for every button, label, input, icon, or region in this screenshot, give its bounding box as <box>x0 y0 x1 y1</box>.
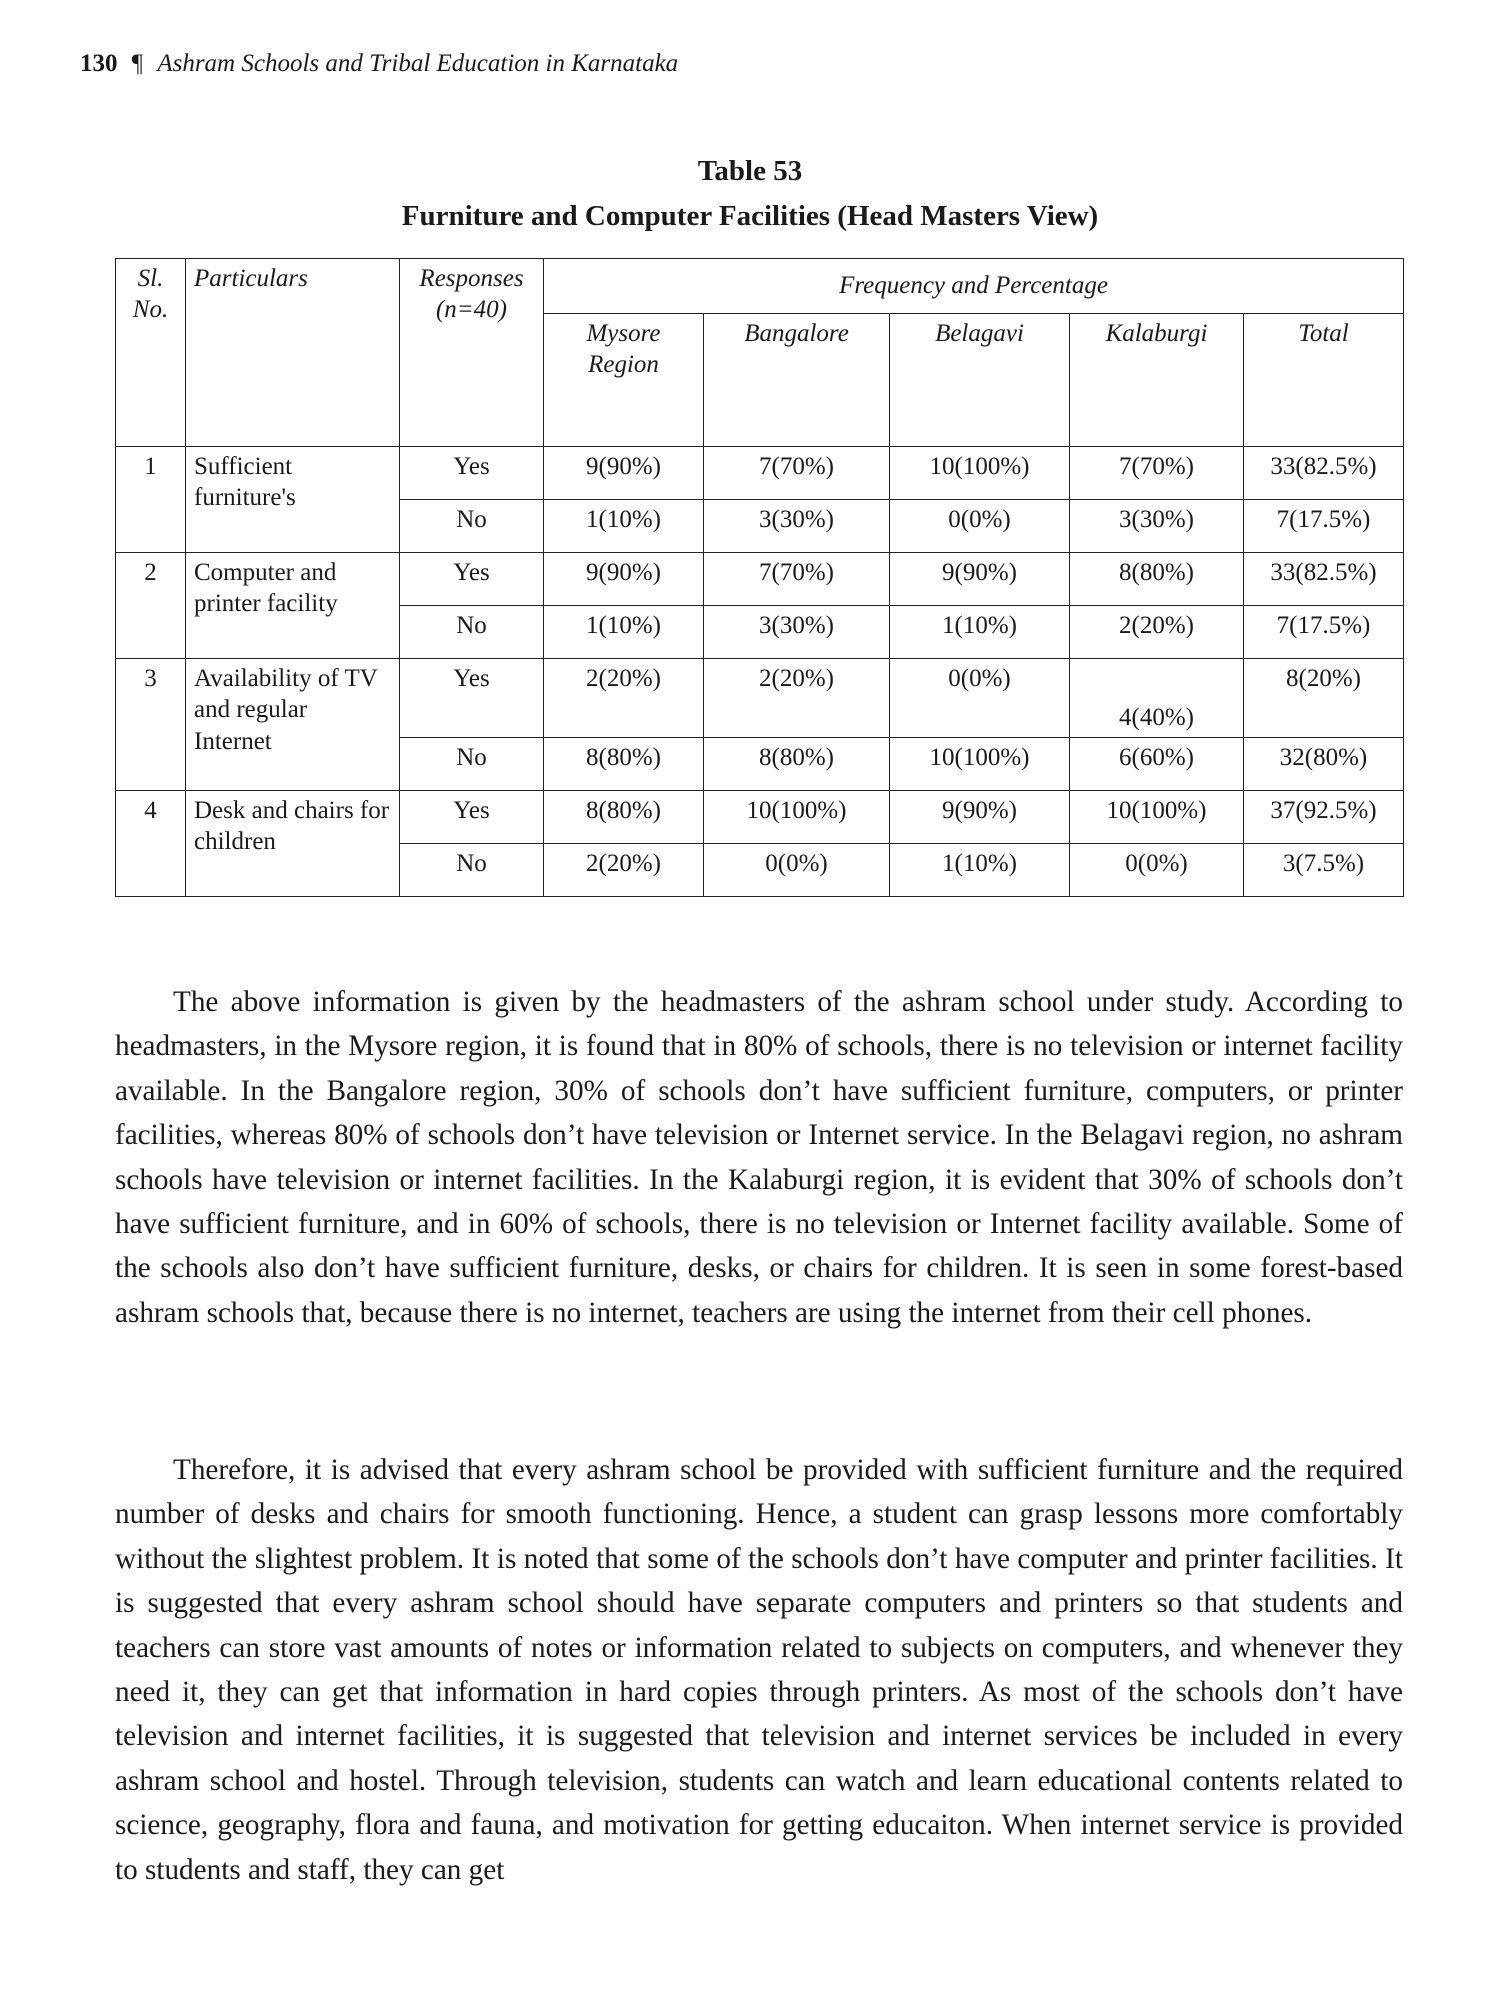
value-cell: 33(82.5%) <box>1244 553 1404 606</box>
sl-number: 4 <box>116 791 186 897</box>
header-particulars: Particulars <box>186 259 400 447</box>
value-cell: 3(30%) <box>1070 500 1244 553</box>
value-cell: 2(20%) <box>544 844 704 897</box>
sl-number: 1 <box>116 447 186 553</box>
value-cell: 10(100%) <box>704 791 890 844</box>
table-row <box>116 553 1404 606</box>
value-cell: 7(70%) <box>704 447 890 500</box>
header-responses: Responses (n=40) <box>400 259 544 447</box>
table-row <box>116 447 1404 500</box>
value-cell: 0(0%) <box>1070 844 1244 897</box>
sl-number: 2 <box>116 553 186 659</box>
value-cell: 0(0%) <box>890 659 1070 738</box>
header-total: Total <box>1244 314 1404 447</box>
response-no: No <box>400 500 544 553</box>
value-cell: 10(100%) <box>890 738 1070 791</box>
value-cell: 0(0%) <box>704 844 890 897</box>
header-region-belagavi: Belagavi <box>890 314 1070 447</box>
table-caption: Furniture and Computer Facilities (Head Masters View) <box>401 200 1099 232</box>
value-cell: 6(60%) <box>1070 738 1244 791</box>
value-cell: 7(70%) <box>704 553 890 606</box>
facilities-table <box>115 258 1404 897</box>
pilcrow-separator: ¶ <box>131 50 144 77</box>
value-cell: 8(80%) <box>544 738 704 791</box>
sl-number: 3 <box>116 659 186 791</box>
value-cell: 7(17.5%) <box>1244 500 1404 553</box>
body-paragraph-2 <box>115 1448 1403 1892</box>
running-head <box>80 50 678 78</box>
value-cell: 1(10%) <box>890 844 1070 897</box>
value-cell: 8(80%) <box>1070 553 1244 606</box>
response-no: No <box>400 738 544 791</box>
response-no: No <box>400 606 544 659</box>
paragraph-text: Therefore, it is advised that every ashram school be provided with sufficient furniture and the required number of desks and chairs for smooth functioning. Hence, a student can grasp lessons more comfortably without the slightest problem. It is noted that some of the schools don’t have computer and printer facilities. It is suggested that every ashram school should have separate computers and printers so that students and teachers can store vast amounts of notes or information related to subjects on computers, and whenever they need it, they can get that information in hard copies through printers. As most of the schools don’t have television and internet facilities, it is suggested that television and internet services be included in every ashram school and hostel. Through television, students can watch and learn educational contents related to science, geography, flora and fauna, and motivation for getting educaiton. When internet service is provided to students and staff, they can get <box>115 1454 1403 1886</box>
value-cell: 0(0%) <box>890 500 1070 553</box>
particular-label: Desk and chairs for children <box>186 791 400 897</box>
body-paragraph-1 <box>115 980 1403 1335</box>
value-cell: 4(40%) <box>1070 659 1244 738</box>
particular-label: Availability of TV and regular Internet <box>186 659 400 791</box>
table-number: Table 53 <box>697 155 803 187</box>
response-yes: Yes <box>400 791 544 844</box>
particular-label: Sufficient furniture's <box>186 447 400 553</box>
value-cell: 10(100%) <box>890 447 1070 500</box>
paragraph-text: The above information is given by the headmasters of the ashram school under study. According to headmasters, in the Mysore region, it is found that in 80% of schools, there is no television or internet facility available. In the Bangalore region, 30% of schools don’t have sufficient furniture, computers, or printer facilities, whereas 80% of schools don’t have television or Internet service. In the Belagavi region, no ashram schools have television or internet facilities. In the Kalaburgi region, it is evident that 30% of schools don’t have sufficient furniture, and in 60% of schools, there is no television or Internet facility available. Some of the schools also don’t have sufficient furniture, desks, or chairs for children. It is seen in some forest-based ashram schools that, because there is no internet, teachers are using the internet from their cell phones. <box>115 986 1403 1329</box>
page-number: 130 <box>80 50 118 77</box>
header-sl-no: Sl. No. <box>116 259 186 447</box>
value-cell: 2(20%) <box>544 659 704 738</box>
particular-label: Computer and printer facility <box>186 553 400 659</box>
response-yes: Yes <box>400 447 544 500</box>
value-cell: 8(80%) <box>704 738 890 791</box>
value-cell: 9(90%) <box>890 553 1070 606</box>
value-cell: 1(10%) <box>544 500 704 553</box>
header-region-kalaburgi: Kalaburgi <box>1070 314 1244 447</box>
value-cell: 3(7.5%) <box>1244 844 1404 897</box>
value-cell: 7(17.5%) <box>1244 606 1404 659</box>
book-title: Ashram Schools and Tribal Education in Karnataka <box>157 50 679 77</box>
value-cell: 37(92.5%) <box>1244 791 1404 844</box>
value-cell: 3(30%) <box>704 500 890 553</box>
value-cell: 8(80%) <box>544 791 704 844</box>
value-cell: 8(20%) <box>1244 659 1404 738</box>
value-cell: 33(82.5%) <box>1244 447 1404 500</box>
response-no: No <box>400 844 544 897</box>
value-cell: 32(80%) <box>1244 738 1404 791</box>
response-yes: Yes <box>400 553 544 606</box>
table-row <box>116 659 1404 738</box>
header-region-mysore: Mysore Region <box>544 314 704 447</box>
value-cell: 2(20%) <box>1070 606 1244 659</box>
value-cell: 1(10%) <box>544 606 704 659</box>
value-cell: 3(30%) <box>704 606 890 659</box>
table-row <box>116 791 1404 844</box>
header-region-bangalore: Bangalore <box>704 314 890 447</box>
value-cell: 9(90%) <box>890 791 1070 844</box>
value-cell: 9(90%) <box>544 553 704 606</box>
value-cell: 10(100%) <box>1070 791 1244 844</box>
value-cell: 2(20%) <box>704 659 890 738</box>
response-yes: Yes <box>400 659 544 738</box>
header-frequency: Frequency and Percentage <box>544 259 1404 314</box>
value-cell: 7(70%) <box>1070 447 1244 500</box>
value-cell: 1(10%) <box>890 606 1070 659</box>
value-cell: 9(90%) <box>544 447 704 500</box>
